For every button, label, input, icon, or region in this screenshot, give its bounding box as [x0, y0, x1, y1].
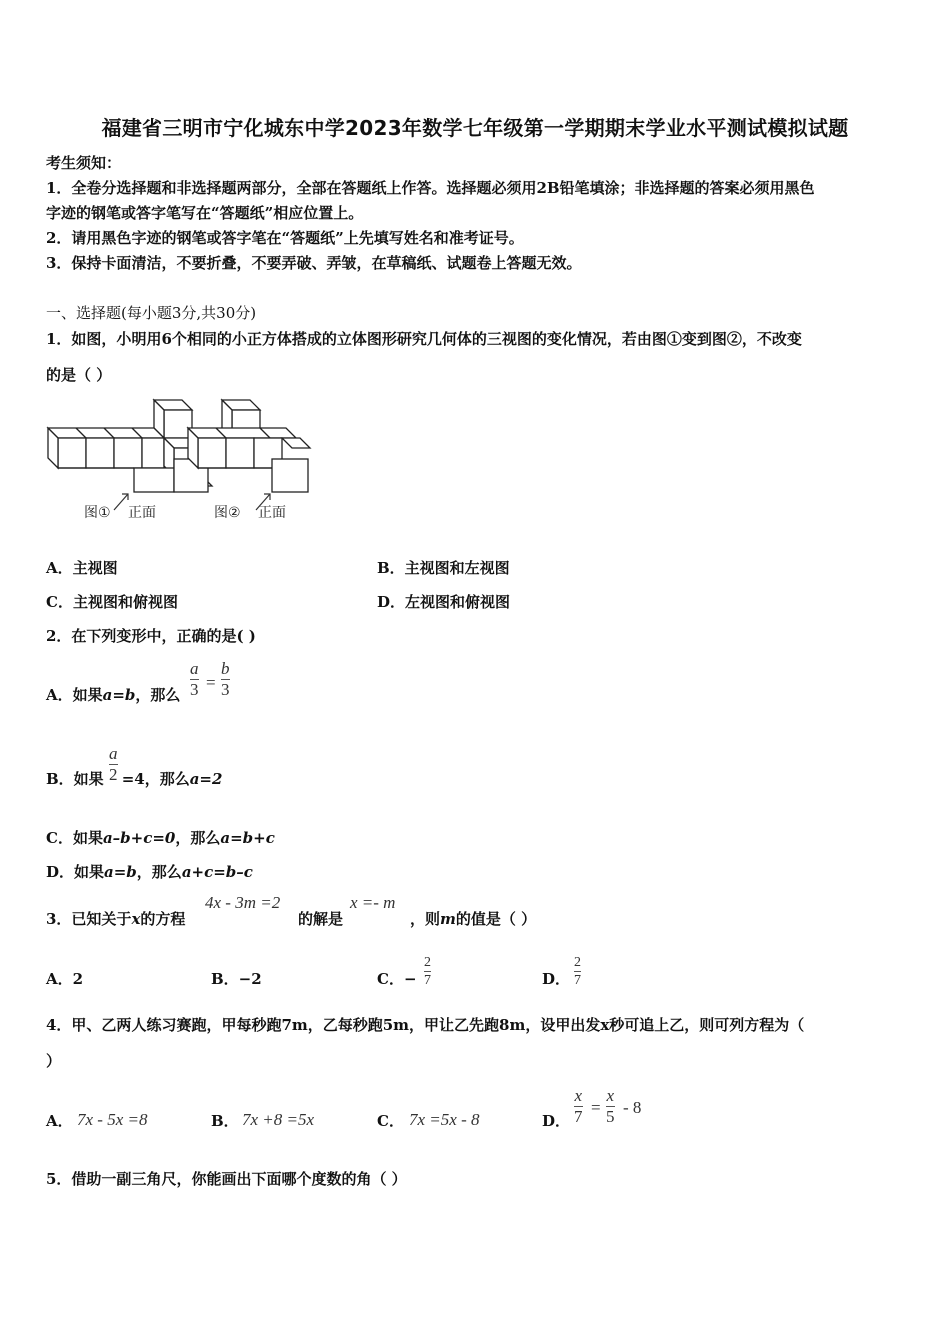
q4-d-frac1-den: 7 — [574, 1107, 583, 1126]
notice-line-3: 3．保持卡面清洁，不要折叠，不要弄破、弄皱，在草稿纸、试题卷上答题无效。 — [46, 254, 582, 272]
q4-option-b[interactable]: 7x +8 =5x — [242, 1110, 315, 1129]
fig2-front-label: 正面 — [258, 505, 286, 521]
q2-c-result: a=b+c — [220, 829, 275, 847]
q2-d-cond: a=b — [104, 863, 137, 881]
q3-stem-start — [46, 908, 185, 929]
q3-m: m — [440, 910, 456, 928]
q2-b-fraction — [109, 745, 118, 784]
page-title: 福建省三明市宁化城东中学2023年数学七年级第一学期期末学业水平测试模拟试题 — [101, 116, 849, 140]
q3-option-a[interactable]: A．2 — [46, 970, 84, 988]
q3-solution-label: 的解是 — [298, 910, 344, 928]
q3-equation: 4x - 3m =2 — [205, 893, 281, 912]
fig1-label: 图① — [84, 505, 111, 521]
q4-option-d-label[interactable]: D． — [542, 1112, 571, 1130]
q2-a-prefix: A．如果 — [46, 686, 103, 704]
q4-option-c[interactable]: 7x =5x - 8 — [409, 1110, 480, 1129]
q2-a-frac2-den: 3 — [221, 680, 230, 699]
q3-d-fraction — [574, 955, 581, 988]
fig1-front-label: 正面 — [128, 505, 156, 521]
q2-option-b[interactable] — [46, 765, 223, 789]
fig2-label: 图② — [214, 505, 241, 521]
q4-option-b-label[interactable]: B． — [211, 1112, 239, 1130]
q3-c-fraction — [424, 955, 431, 988]
notice-line-1: 1．全卷分选择题和非选择题两部分，全部在答题纸上作答。选择题必须用2B铅笔填涂；非选择题的答案必须用黑色 — [46, 179, 815, 197]
q3-mid: 的方程 — [140, 910, 186, 928]
q3-option-d[interactable]: D． — [542, 970, 571, 988]
q3-c-den: 7 — [424, 973, 431, 988]
q1-option-c[interactable]: C．主视图和俯视图 — [46, 593, 178, 611]
q2-a-equals: = — [206, 673, 216, 692]
q3-option-c[interactable]: C．− — [377, 970, 417, 988]
q2-c-mid: ，那么 — [175, 829, 221, 847]
notice-line-1b: 字迹的钢笔或答字笔写在“答题纸”相应位置上。 — [46, 204, 364, 222]
q2-option-d[interactable] — [46, 861, 253, 882]
q4-d-fraction-2 — [606, 1087, 615, 1126]
q2-a-cond: a=b — [102, 686, 136, 704]
notice-heading: 考生须知： — [46, 154, 122, 172]
q4-d-equals: = — [591, 1098, 601, 1117]
q3-variable: x — [131, 910, 141, 928]
q2-c-prefix: C．如果 — [46, 829, 103, 847]
q2-b-result: a=2 — [189, 770, 223, 788]
q2-b-prefix: B．如果 — [46, 770, 104, 788]
q2-a-fraction-2 — [221, 660, 230, 699]
q2-a-frac2-num: b — [221, 659, 230, 678]
q2-b-frac-num: a — [109, 744, 118, 763]
q4-d-frac2-den: 5 — [606, 1107, 615, 1126]
q1-stem: 1．如图，小明用6个相同的小正方体搭成的立体图形研究几何体的三视图的变化情况，若由图①变到图②，不改变 — [46, 330, 802, 348]
q4-stem-2: ） — [46, 1052, 62, 1070]
q2-stem: 2．在下列变形中，正确的是( ) — [46, 627, 256, 645]
q2-d-mid: ，那么 — [136, 863, 182, 881]
q1-option-b[interactable]: B．主视图和左视图 — [377, 559, 510, 577]
q3-post-1: ，则 — [410, 910, 441, 928]
q4-option-c-label[interactable]: C． — [377, 1112, 404, 1130]
q2-b-frac-den: 2 — [109, 765, 118, 784]
q2-b-post: =4，那么 — [121, 770, 190, 788]
notice-line-2: 2．请用黑色字迹的钢笔或答字笔在“答题纸”上先填写姓名和准考证号。 — [46, 229, 524, 247]
q1-figure — [44, 395, 324, 530]
q3-prefix: 3．已知关于 — [46, 910, 132, 928]
q3-post-2: 的值是（ ） — [455, 910, 537, 928]
q3-option-b[interactable]: B．−2 — [211, 970, 262, 988]
q4-d-fraction-1 — [574, 1087, 583, 1126]
q1-stem-2: 的是（ ） — [46, 366, 112, 384]
q2-c-cond: a–b+c=0 — [102, 829, 176, 847]
q3-d-den: 7 — [574, 973, 581, 988]
q2-d-result: a+c=b–c — [181, 863, 253, 881]
q2-a-mid: ，那么 — [135, 686, 181, 704]
q1-option-d[interactable]: D．左视图和俯视图 — [377, 593, 511, 611]
q2-a-frac1-num: a — [190, 659, 199, 678]
q4-d-frac1-num: x — [574, 1086, 583, 1105]
q2-option-a[interactable] — [46, 684, 180, 705]
q3-solution: x =- m — [350, 893, 396, 912]
q2-d-prefix: D．如果 — [46, 863, 105, 881]
section-heading: 一、选择题(每小题3分,共30分) — [46, 304, 257, 322]
q1-option-a[interactable]: A．主视图 — [46, 559, 118, 577]
q2-a-fraction-1 — [190, 660, 199, 699]
q3-d-num: 2 — [574, 955, 581, 970]
q4-option-a[interactable]: 7x - 5x =8 — [77, 1110, 148, 1129]
q4-d-tail: - 8 — [623, 1098, 642, 1117]
q2-option-c[interactable] — [46, 827, 275, 848]
q3-c-num: 2 — [424, 955, 431, 970]
q4-d-frac2-num: x — [606, 1086, 615, 1105]
q2-a-frac1-den: 3 — [190, 680, 199, 699]
q3-stem-end — [410, 908, 536, 929]
q4-option-a-label[interactable]: A． — [46, 1112, 73, 1130]
q5-stem: 5．借助一副三角尺，你能画出下面哪个度数的角（ ） — [46, 1170, 407, 1188]
q4-stem: 4．甲、乙两人练习赛跑，甲每秒跑7m，乙每秒跑5m，甲让乙先跑8m，设甲出发x秒可追上乙，则可列方程为（ — [46, 1016, 805, 1034]
